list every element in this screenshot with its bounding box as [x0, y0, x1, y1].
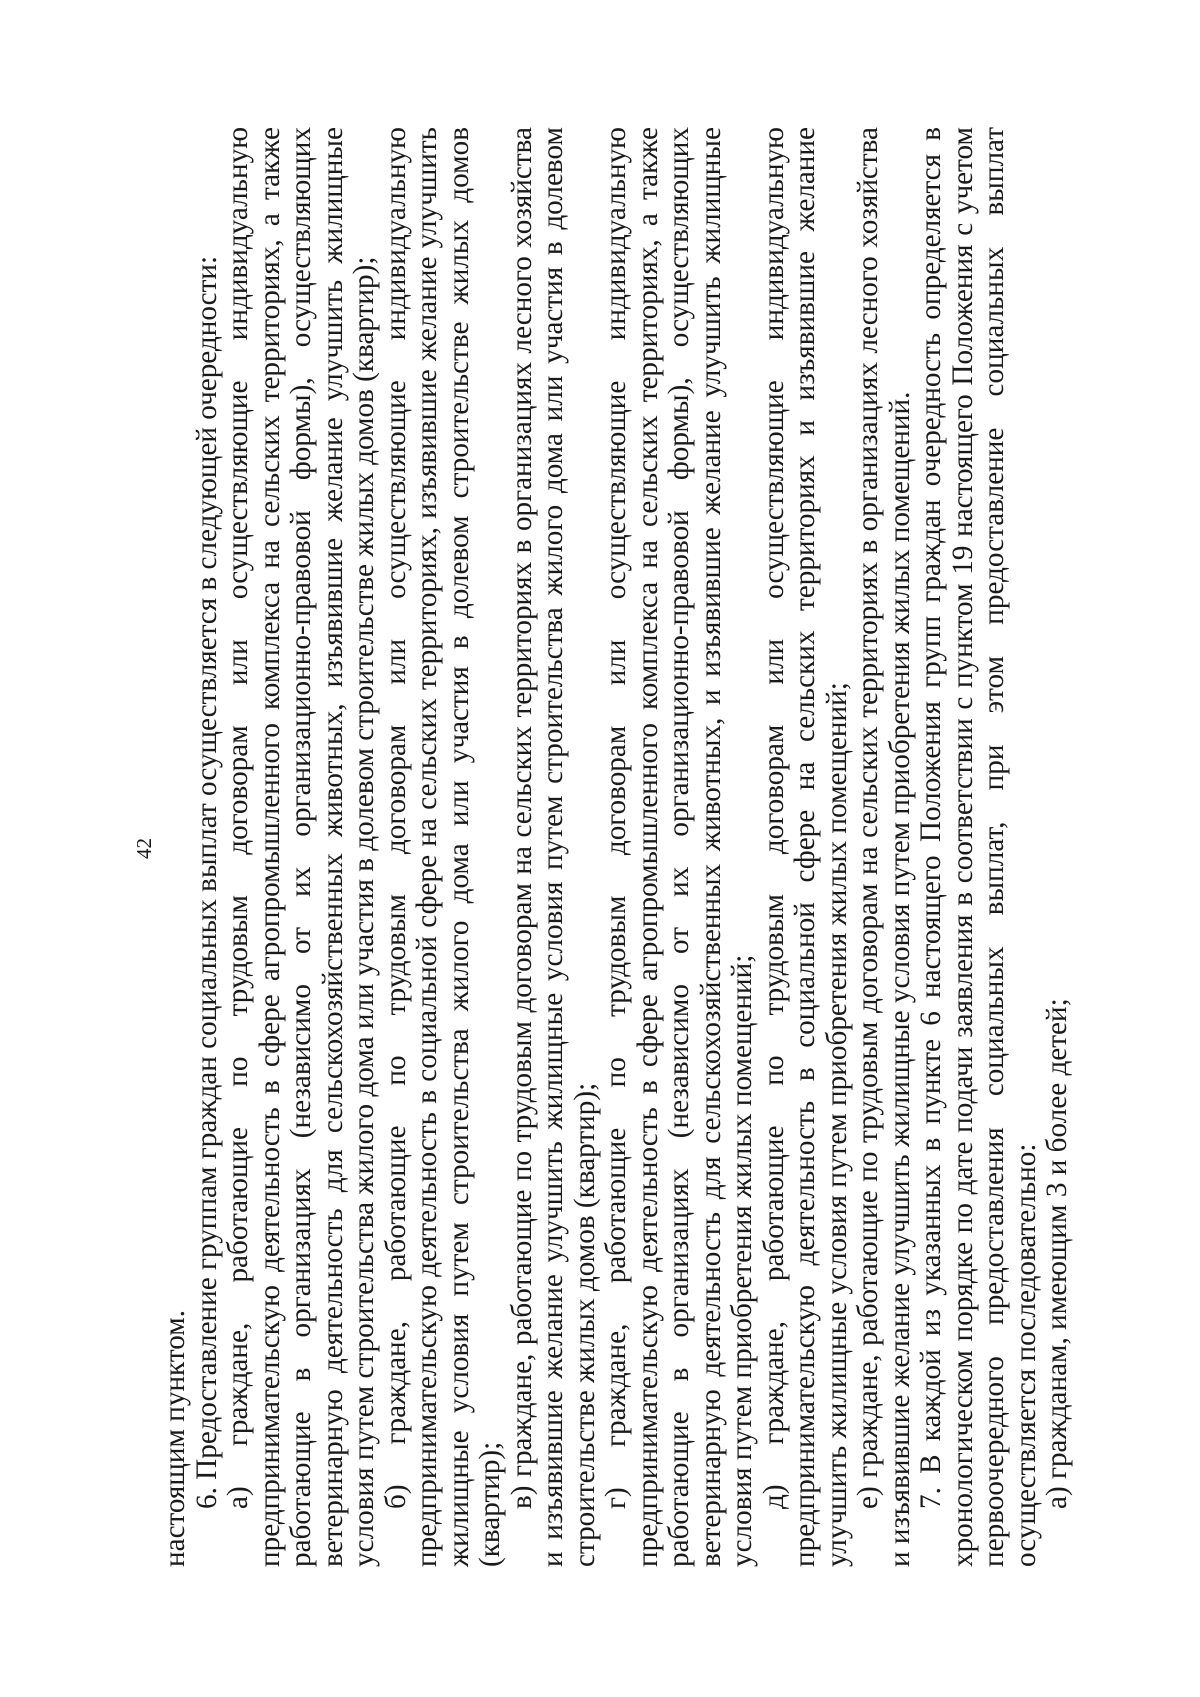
paragraph: в) граждане, работающие по трудовым договорам на сельских территориях в организациях лесного хозяйства и изъявившие желание улучшить жилищные условия путем строительства жилого дома или участия в долевом строительстве жилых домов (квартир);: [505, 127, 601, 1567]
body-text: [160, 127, 1074, 1567]
page-number: 42: [132, 838, 156, 859]
paragraph: 6. Предоставление группам граждан социальных выплат осуществляется в следующей очередности:: [190, 255, 223, 1509]
paragraph: е) граждане, работающие по трудовым договорам на сельских территориях в организациях лесного хозяйства и изъявившие желание улучшить жилищные условия путем приобретения жилых помещений.: [852, 127, 916, 1567]
paragraph: а) гражданам, имеющим 3 и более детей;: [1041, 998, 1073, 1509]
paragraph: б) граждане, работающие по трудовым договорам или осуществляющие индивидуальную предпринимательскую деятельность в социальной сфере на сельских территориях, изъявившие желание улучшить жилищные условия путем строительства жилого дома или участия в долевом строительстве жилых домов (квартир);: [379, 127, 506, 1567]
paragraph: а) граждане, работающие по трудовым договорам или осуществляющие индивидуальную предпринимательскую деятельность в сфере агропромышленного комплекса на сельских территориях, а также работающие в организациях (независимо от их организационно-правовой формы), осуществляющих ветеринарную деятельность для сельскохозяйственных животных, изъявившие желание улучшить жилищные условия путем строительства жилого дома или участия в долевом строительстве жилых домов (квартир);: [222, 127, 380, 1567]
paragraph: г) граждане, работающие по трудовым договорам или осуществляющие индивидуальную предпринимательскую деятельность в сфере агропромышленного комплекса на сельских территориях, а также работающие в организациях (независимо от их организационно-правовой формы), осуществляющих ветеринарную деятельность для сельскохозяйственных животных, и изъявившие желание улучшить жилищные условия путем приобретения жилых помещений;: [600, 127, 758, 1567]
paragraph: настоящим пунктом.: [159, 1309, 191, 1567]
paragraph: 7. В каждой из указанных в пункте 6 настоящего Положения групп граждан очередность определяется в хронологическом порядке по дате подачи заявления в соответствии с пунктом 19 настоящего Положения с учетом первоочередного предоставления социальных выплат, при этом предоставление социальных выплат осуществляется последовательно:: [915, 127, 1042, 1567]
paragraph: д) граждане, работающие по трудовым договорам или осуществляющие индивидуальную предпринимательскую деятельность в социальной сфере на сельских территориях и изъявившие желание улучшить жилищные условия путем приобретения жилых помещений;: [757, 127, 853, 1567]
